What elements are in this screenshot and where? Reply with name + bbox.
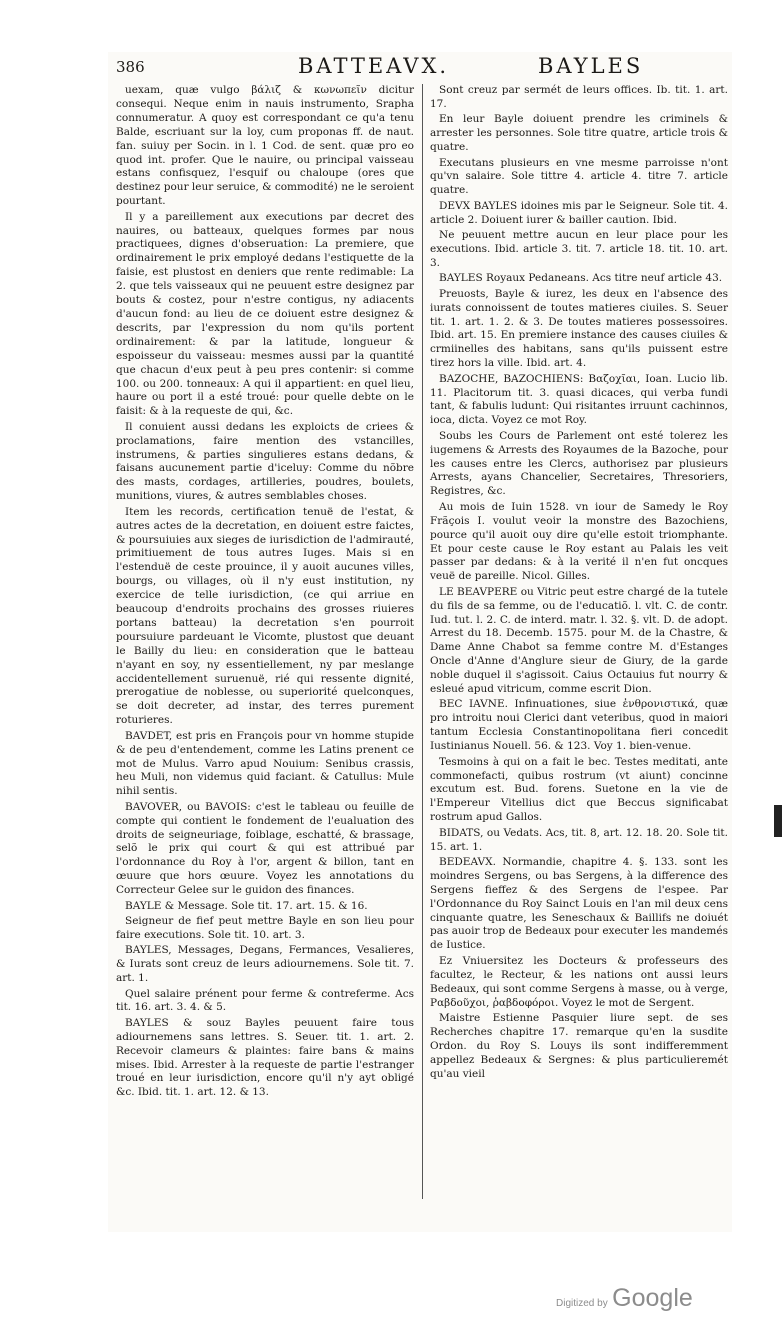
entry-bayle: BAYLE & Message. Sole tit. 17. art. 15. & 16. [125,899,368,912]
paragraph: Seigneur de fief peut mettre Bayle en son lieu pour faire executions. Sole tit. 10. art. 3. [116,914,414,941]
paragraph: Au mois de Iuin 1528. vn iour de Samedy le Roy Frãçois I. voulut veoir la monstre des Bazochiens, pource qu'il auoit ouy dire qu'elle estoit triomphante. Et pour ceste cause le Roy estant au Palais les veit passer par dedans: & à la verité il n'en fut oncques veuë de pareille. Nicol. Gilles. [430,500,728,583]
entry-bayles: BAYLES, Messages, Degans, Fermances, Vesalieres, & Iurats sont creuz de leurs adiournemens. Sole tit. 7. art. 1. [116,944,414,985]
running-title-left: BATTEAVX. [298,54,450,78]
paragraph: Il conuient aussi dedans les exploicts de criees & proclamations, faire mention des vstancilles, instrumens, & parties singulieres estans dedans, & faisans aucunement partie d'iceluy: Comme du nõbre des masts, cordages, artilleries, poudres, boulets, munitions, viures, & autres semblables choses. [116,420,414,503]
entry-beaupere: LE BEAVPERE ou Vitric peut estre chargé de la tutele du fils de sa femme, ou de l'educatiõ. l. vlt. C. de contr. Iud. tut. l. 2. C. de interd. matr. l. 32. §. vlt. D. de adopt. Arrest du 18. Decemb. 1575. pour M. de la Chastre, & Dame Anne Chabot sa femme contre M. d'Estanges Oncle d'Anne d'Anglure sieur de Giury, de la garde noble duquel il s'agissoit. Caius Octauius fut nourry & esleué apud vitricum, comme escrit Dion. [430,585,728,696]
paragraph: En leur Bayle doiuent prendre les criminels & arrester les personnes. Sole titre quatre, article trois & quatre. [430,113,728,154]
entry-bec-iaune: BEC IAVNE. Infinuationes, siue ἐνθρονιστικά, quæ pro introitu noui Clerici dant veteribus, quod in maiori tantum Ecclesia Constantinopolitana fieri concedit Iustinianus Nouell. 56. & 123. Voy 1. bien-venue. [430,698,728,753]
google-logo: Google [612,1284,693,1312]
running-title-right: BAYLES [538,54,644,78]
paragraph: Ez Vniuersitez les Docteurs & professeurs des facultez, le Recteur, & les nations ont aussi leurs Bedeaux, qui sont comme Sergens à masse, ou à verge, Ραβδοῦχοι, ῥαβδοφόροι. Voyez le mot de Sergent. [430,954,728,1009]
entry-bavover: BAVOVER, ou BAVOIS: c'est le tableau ou feuille de compte qui contient le fondement de l'eualuation des droits de seigneuriage, foiblage, eschatté, & brassage, selõ le prix qui court & qui est attribué par l'ordonnance du Roy à l'or, argent & billon, tant en œuure que hors œuure. Voyez les annotations du Correcteur Gelee sur le guidon des finances. [116,800,414,897]
entry-bedeaux: BEDEAVX. Normandie, chapitre 4. §. 133. sont les moindres Sergens, ou bas Sergens, à la difference des Sergens fieffez & des Sergens de l'espee. Par l'Ordonnance du Roy Sainct Louis en l'an mil deux cens cinquante quatre, les Seneschaux & Baillifs ne doiuét pas auoir trop de Bedeaux pour executer les mandemés de Iustice. [430,855,728,952]
digitized-watermark [556,1284,693,1313]
paragraph: Soubs les Cours de Parlement ont esté tolerez les iugemens & Arrests des Royaumes de la Bazoche, pour les causes entre les Clercs, authorisez par plusieurs Arrests, ayans Chancelier, Secretaires, Thresoriers, Registres, &c. [430,429,728,498]
entry-deux-bayles: DEVX BAYLES idoines mis par le Seigneur. Sole tit. 4. article 2. Doiuent iurer & bailler caution. Ibid. [430,199,728,226]
paragraph: Ne peuuent mettre aucun en leur place pour les executions. Ibid. article 3. tit. 7. article 18. tit. 10. art. 3. [430,229,728,269]
column-divider [422,84,423,1199]
left-column [116,84,414,1102]
page-header [108,52,732,82]
paragraph: BAYLES & souz Bayles peuuent faire tous adiournemens sans lettres. S. Seuer. tit. 1. art. 2. Recevoir clameurs & plaintes: faire bans & mains mises. Ibid. Arrester à la requeste de partie l'estranger troué en leur iurisdiction, encore qu'il n'y ayt obligé &c. Ibid. tit. 1. art. 12. & 13. [116,1016,414,1099]
paragraph: BAYLES Royaux Pedaneans. Acs titre neuf article 43. [439,272,723,285]
page-edge-mark [774,805,782,837]
watermark-prefix: Digitized by [556,1298,608,1309]
entry-bazoche: BAZOCHE, BAZOCHIENS: Βαζοχῖαι, Ioan. Lucio lib. 11. Placitorum tit. 3. quasi dicaces, qui verba fundi tant, & fabulis ludunt: Qui risitantes irruunt cachinnos, ioca, dicta. Voyez ce mot Roy. [430,372,728,427]
entry-bidats: BIDATS, ou Vedats. Acs, tit. 8, art. 12. 18. 20. Sole tit. 15. art. 1. [430,826,728,853]
paragraph: Il y a pareillement aux executions par decret des nauires, ou batteaux, quelques formes par nous practiquees, dignes d'obseruation: La premiere, que ordinairement le prix employé dedans l'estiquette de la faisie, est plustost en deniers que rente redimable: La 2. que tels vaisseaux qui ne peuuent estre designez par bouts & costez, pour n'estre contigus, ny adiacents d'aucun fond: au lieu de ce doiuent estre designez & descrits, par l'expression du nom qu'ils portent ordinairement: & par la latitude, longueur & espoisseur du vaisseau: mesmes aussi par la quantité que chacun d'eux peut à peu pres contenir: si comme 100. ou 200. tonneaux: A qui il appartient: en quel lieu, haure ou port il a esté troué: pour quelle debte on le faisit: & à la requeste de qui, &c. [116,210,414,418]
entry-baudet: BAVDET, est pris en François pour vn homme stupide & de peu d'entendement, comme les Latins prenent ce mot de Mulus. Varro apud Nouium: Senibus crassis, heu Muli, non videmus quid faciant. & Catullus: Mule nihil sentis. [116,729,414,798]
paragraph: Maistre Estienne Pasquier liure sept. de ses Recherches chapitre 17. remarque qu'en la susdite Ordon. du Roy S. Louys ils sont indifferemment appellez Bedeaux & Sergnes: & plus particulieremét qu'au vieil [430,1011,728,1080]
right-column [430,84,728,1083]
paragraph: Item les records, certification tenuë de l'estat, & autres actes de la decretation, en doiuent estre faictes, & poursuiuies aux sieges de iurisdiction de l'admirauté, primitiuement de tous autres Iuges. Mais si en l'estenduë de ceste prouince, il y auoit aucunes villes, bourgs, ou villages, où il n'y eust institution, ny exercice de telle iurisdiction, (ce qui arriue en beaucoup d'endroits prochains des grosses riuieres portans batteau) la decretation s'en pourroit poursuiure pardeuant le Vicomte, plustost que deuant le Bailly du lieu: en consideration que le batteau n'ayant en soy, ny essentiellement, ny par meslange accidentellement suruenuë, rié qui ressente dignité, prerogatiue de noblesse, ou superiorité quelconques, se doit decreter, ad instar, des terres purement roturieres. [116,505,414,727]
paragraph: Preuosts, Bayle & iurez, les deux en l'absence des iurats connoissent de toutes matieres ciuiles. S. Seuer tit. 1. art. 1. 2. & 3. De toutes matieres possessoires. Ibid. art. 15. En premiere instance des causes ciuiles & crmiinelles des habitans, sans qu'ils puissent estre tirez hors la ville. Ibid. art. 4. [430,287,728,370]
paragraph: Quel salaire prénent pour ferme & contreferme. Acs tit. 16. art. 3. 4. & 5. [116,987,414,1014]
paragraph: uexam, quæ vulgo βάλιζ & κωνωπεῖν dicitur consequi. Neque enim in nauis instrumento, Srapha connumeratur. A quoy est correspondant ce qu'a tenu Balde, escriuant sur la loy, cum proponas ff. de naut. fan. suiuy per Socin. in l. 1 Cod. de sent. quæ pro eo quod int. profer. Que le nauire, ou principal vaisseau estans confisquez, l'esquif ou chaloupe (ores que destinez pour leur seruice, & commodité) ne le seroient pourtant. [116,84,414,208]
book-page [108,52,732,1232]
page-number: 386 [116,58,145,76]
paragraph: Sont creuz par sermét de leurs offices. Ib. tit. 1. art. 17. [430,84,728,110]
paragraph: Tesmoins à qui on a fait le bec. Testes meditati, ante commonefacti, quibus rostrum (vt aiunt) concinne excutum est. Bud. forens. Suetone en la vie de l'Empereur Vitellius dict que Beccus significabat rostrum apud Gallos. [430,755,728,824]
paragraph: Executans plusieurs en vne mesme parroisse n'ont qu'vn salaire. Sole tittre 4. article 4. titre 7. article quatre. [430,156,728,197]
